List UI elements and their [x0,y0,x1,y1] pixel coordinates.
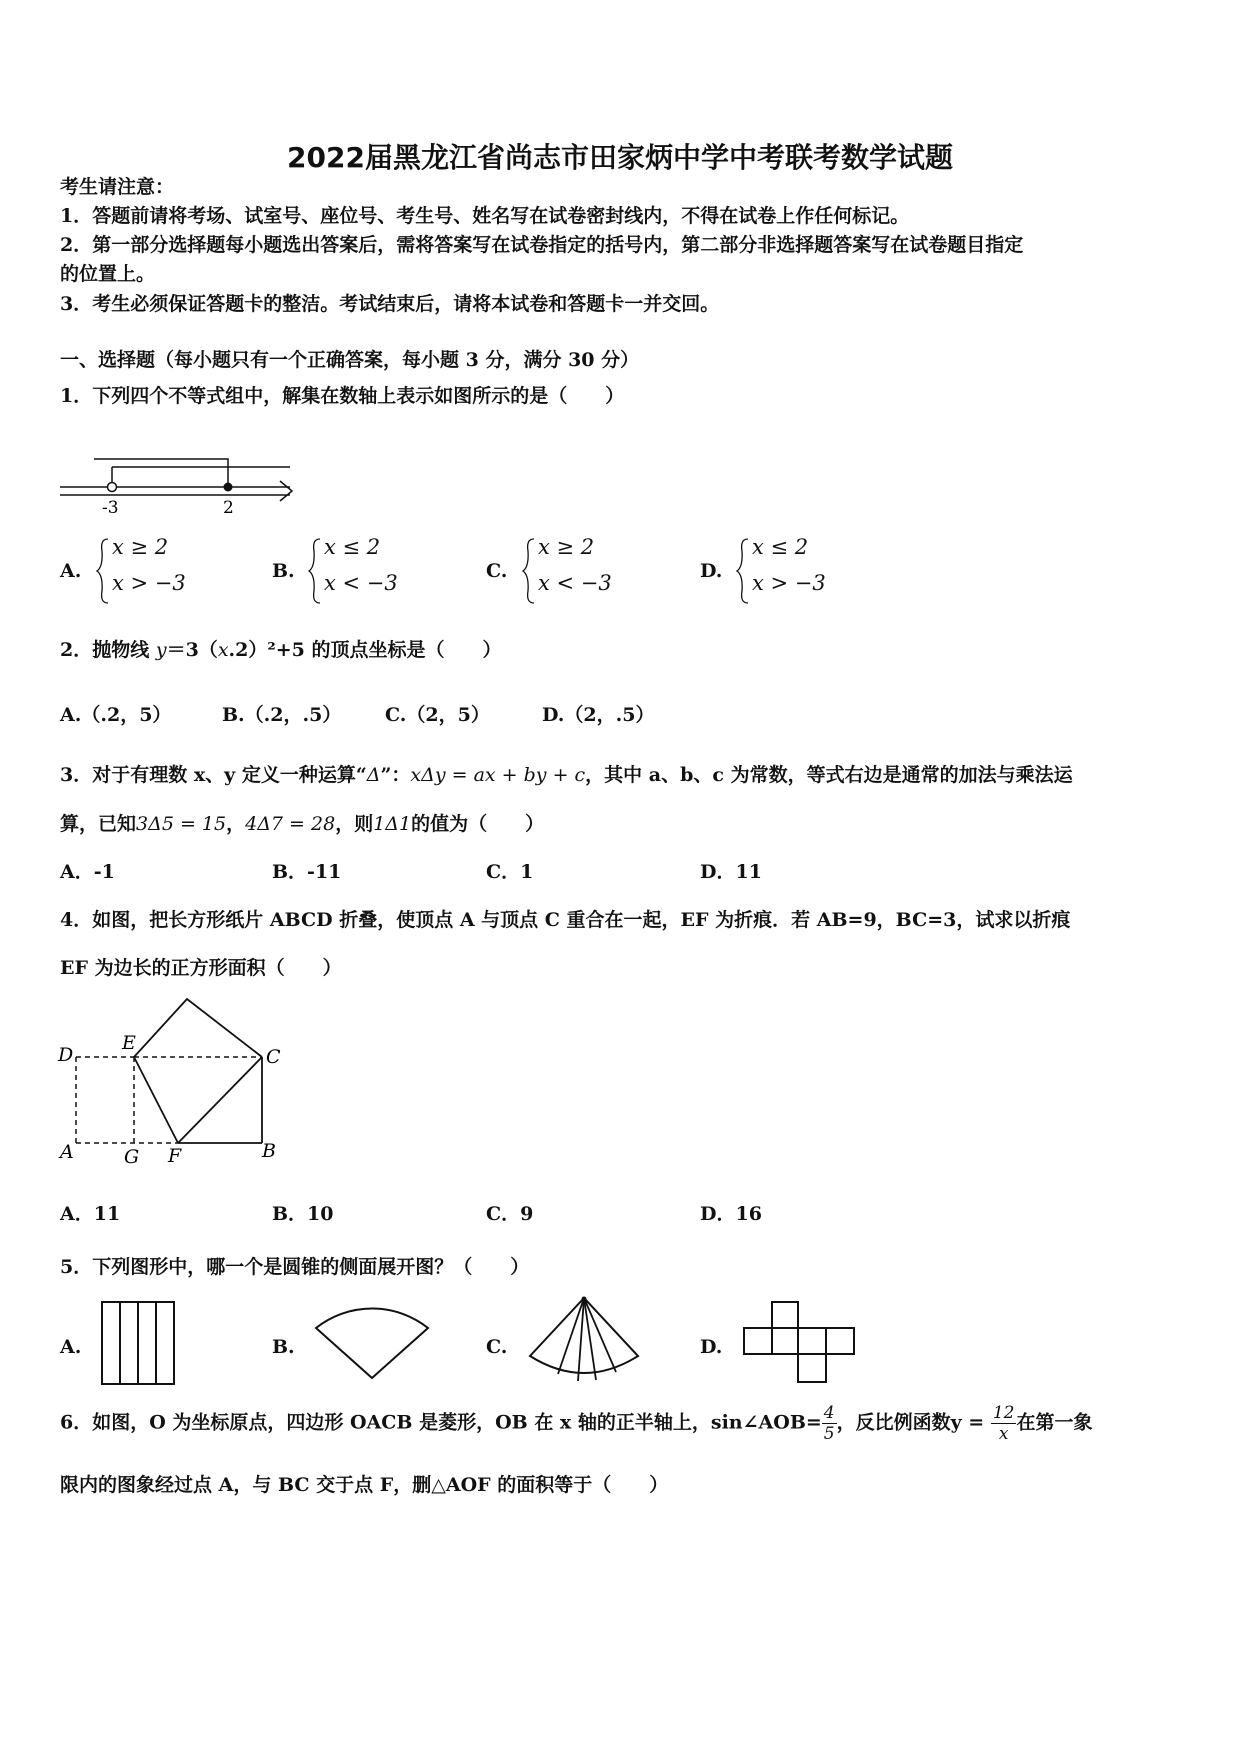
q1-option-label: C. [486,560,508,582]
q5-option-d-cube-net[interactable] [742,1300,856,1386]
q3-option-c[interactable]: C．1 [486,861,534,883]
q5-option-label: A. [60,1336,82,1358]
notice-item: 2．第一部分选择题每小题选出答案后，需将答案写在试卷指定的括号内，第二部分非选择题答案写在试卷题目指定 [60,234,1024,256]
fraction: $\frac{4}{5}$ [823,1403,835,1444]
notice-heading: 考生请注意： [60,176,175,198]
q1-option-label: B. [272,560,295,582]
fig-label: C [266,1046,281,1068]
q1-number-line [58,455,298,515]
brace-icon [522,537,536,605]
fig-label: B [262,1140,276,1162]
q2-stem: 2．抛物线 y＝3（x.2）²+5 的顶点坐标是（ ） [60,639,502,661]
q2-option-c[interactable]: C.（2，5） [385,704,490,726]
q5-option-label: C. [486,1336,508,1358]
brace-icon [96,537,110,605]
notice-item: 3．考生必须保证答题卡的整洁。考试结束后，请将本试卷和答题卡一并交回。 [60,293,720,315]
q1-stem: 1．下列四个不等式组中，解集在数轴上表示如图所示的是（ ） [60,385,625,407]
brace-icon [736,537,750,605]
q5-stem: 5．下列图形中，哪一个是圆锥的侧面展开图？（ ） [60,1256,530,1278]
q4-stem-line2: EF 为边长的正方形面积（ ） [60,957,342,979]
q6-stem-line1: 6．如图，O 为坐标原点，四边形 OACB 是菱形，OB 在 x 轴的正半轴上，sin∠AOB= $\frac{4}{5}$ ，反比例函数y = $\frac{12}{x}$ 在第一象 [60,1403,1093,1444]
axis-label: 2 [223,498,234,515]
q4-option-b[interactable]: B．10 [272,1203,334,1225]
q4-option-a[interactable]: A．11 [60,1203,121,1225]
q4-stem-line1: 4．如图，把长方形纸片 ABCD 折叠，使顶点 A 与顶点 C 重合在一起，EF 为折痕．若 AB=9，BC=3，试求以折痕 [60,909,1071,931]
brace-icon [308,537,322,605]
fig-label: A [60,1141,74,1163]
q2-option-d[interactable]: D.（2，.5） [542,704,655,726]
section-heading: 一、选择题（每小题只有一个正确答案，每小题 3 分，满分 30 分） [60,349,640,371]
q3-option-a[interactable]: A．-1 [60,861,115,883]
q2-option-a[interactable]: A.（.2，5） [60,704,172,726]
axis-arrow [280,481,292,501]
q4-option-d[interactable]: D．16 [700,1203,762,1225]
page-title: 2022届黑龙江省尚志市田家炳中学中考联考数学试题 [287,141,953,174]
q5-option-c-pyramid[interactable] [526,1294,642,1390]
closed-point [224,483,233,492]
solution-bracket [94,459,228,484]
q4-figure [56,995,296,1170]
fig-label: D [58,1044,74,1066]
q1-option-label: D. [700,560,723,582]
q6-stem-line2: 限内的图象经过点 A，与 BC 交于点 F，删△AOF 的面积等于（ ） [60,1474,669,1496]
q5-option-label: D. [700,1336,723,1358]
q5-option-label: B. [272,1336,295,1358]
q3-stem-line2: 算，已知3Δ5 = 15，4Δ7 = 28，则1Δ1的值为（ ） [60,813,545,835]
open-point [108,483,117,492]
notice-item: 的位置上。 [60,263,156,285]
q1-option-label: A. [60,560,82,582]
q5-option-a-rectangle[interactable] [100,1300,176,1386]
q4-option-c[interactable]: C．9 [486,1203,534,1225]
axis-label: -3 [102,498,119,515]
q2-option-b[interactable]: B.（.2，.5） [222,704,342,726]
fig-label: F [168,1145,182,1167]
fraction: $\frac{12}{x}$ [992,1403,1015,1444]
q5-option-b-sector[interactable] [312,1300,432,1382]
q3-option-d[interactable]: D．11 [700,861,762,883]
q3-stem-line1: 3．对于有理数 x、y 定义一种运算“Δ”：xΔy = ax + by + c，其中 a、b、c 为常数，等式右边是通常的加法与乘法运 [60,764,1073,786]
notice-item: 1．答题前请将考场、试室号、座位号、考生号、姓名写在试卷密封线内，不得在试卷上作任何标记。 [60,205,910,227]
q3-option-b[interactable]: B．-11 [272,861,342,883]
fig-label: E [122,1032,136,1054]
fig-label: G [124,1146,140,1168]
